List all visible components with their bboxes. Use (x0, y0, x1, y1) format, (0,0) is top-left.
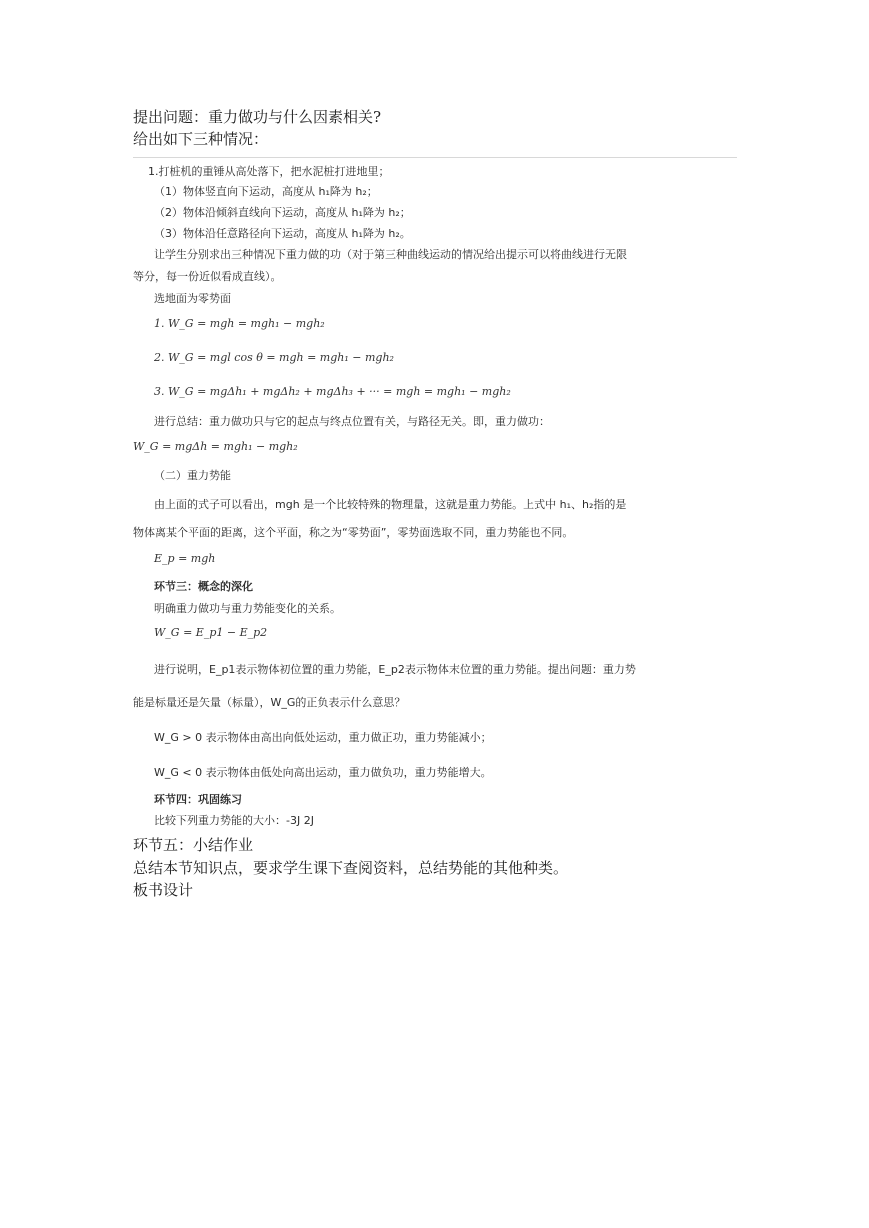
board-design: 板书设计 (133, 881, 194, 899)
summary-equation: W_G = mgΔh = mgh₁ − mgh₂ (133, 440, 298, 453)
link4-text: 比较下列重力势能的大小：-3J 2J (154, 814, 314, 827)
students-text-line2: 等分，每一份近似看成直线）。 (133, 270, 282, 283)
zero-plane-text: 选地面为零势面 (154, 292, 231, 305)
explain-line1: 进行说明，E_p1表示物体初位置的重力势能，E_p2表示物体末位置的重力势能。提出问题：重力势 (154, 663, 636, 676)
link3-equation: W_G = E_p1 − E_p2 (154, 626, 268, 639)
potential-energy-line1: 由上面的式子可以看出，mgh 是一个比较特殊的物理量，这就是重力势能。上式中 h₁、h₂指的是 (154, 498, 627, 511)
sub-item-1: （1）物体竖直向下运动，高度从 h₁降为 h₂； (154, 185, 378, 198)
intro-question: 提出问题：重力做功与什么因素相关? (133, 108, 382, 126)
potential-energy-line2: 物体离某个平面的距离，这个平面，称之为“零势面”，零势面选取不同，重力势能也不同。 (133, 526, 574, 539)
sub-item-3: （3）物体沿任意路径向下运动，高度从 h₁降为 h₂。 (154, 227, 411, 240)
students-text-line1: 让学生分别求出三种情况下重力做的功（对于第三种曲线运动的情况给出提示可以将曲线进行无限 (154, 248, 627, 261)
link5-heading: 环节五：小结作业 (133, 836, 254, 854)
equation-3: 3. W_G = mgΔh₁ + mgΔh₂ + mgΔh₃ + ··· = mgh = mgh₁ − mgh₂ (154, 385, 511, 398)
link3-heading: 环节三：概念的深化 (154, 580, 253, 593)
potential-energy-equation: E_p = mgh (154, 552, 216, 565)
section-heading-potential-energy: （二）重力势能 (154, 469, 231, 482)
equation-1: 1. W_G = mgh = mgh₁ − mgh₂ (154, 317, 325, 330)
link3-text: 明确重力做功与重力势能变化的关系。 (154, 602, 341, 615)
summary-text: 进行总结：重力做功只与它的起点与终点位置有关，与路径无关。即，重力做功： (154, 415, 550, 428)
positive-work-text: W_G > 0 表示物体由高出向低处运动，重力做正功，重力势能减小； (154, 731, 492, 744)
equation-2: 2. W_G = mgl cos θ = mgh = mgh₁ − mgh₂ (154, 351, 394, 364)
explain-line2: 能是标量还是矢量（标量），W_G的正负表示什么意思？ (133, 696, 406, 709)
item-1: 1.打桩机的重锤从高处落下，把水泥桩打进地里； (148, 165, 390, 178)
divider (133, 157, 737, 158)
sub-item-2: （2）物体沿倾斜直线向下运动，高度从 h₁降为 h₂； (154, 206, 411, 219)
link4-heading: 环节四：巩固练习 (154, 793, 242, 806)
negative-work-text: W_G < 0 表示物体由低处向高出运动，重力做负功，重力势能增大。 (154, 766, 492, 779)
outro-summary: 总结本节知识点，要求学生课下查阅资料，总结势能的其他种类。 (133, 859, 569, 877)
intro-cases: 给出如下三种情况： (133, 130, 269, 148)
